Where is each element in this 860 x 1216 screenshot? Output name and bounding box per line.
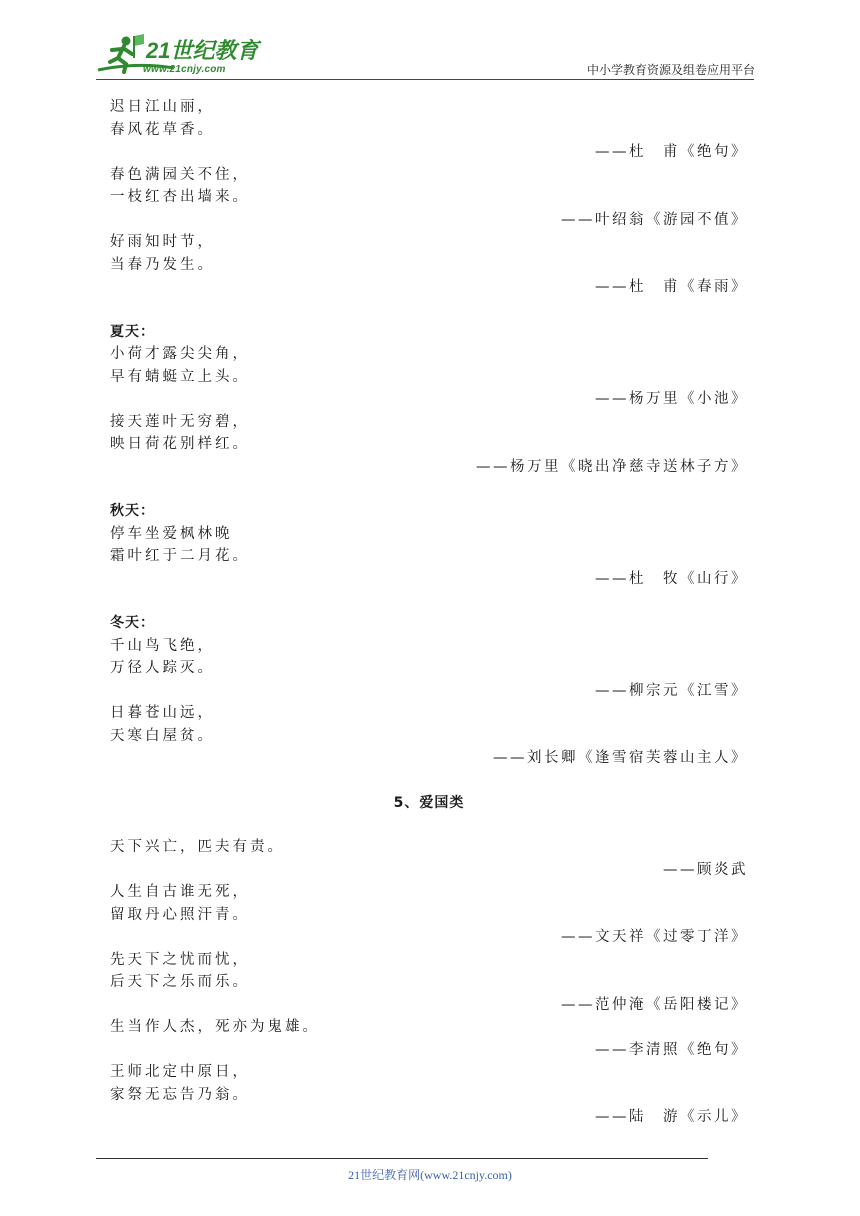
page-header bbox=[0, 0, 860, 84]
attribution: ——刘长卿《逢雪宿芙蓉山主人》 bbox=[493, 750, 748, 766]
attribution: ——范仲淹《岳阳楼记》 bbox=[561, 996, 748, 1013]
attribution: ——李清照《绝句》 bbox=[595, 1041, 748, 1058]
poem-line: 生当作人杰，死亦为鬼雄。 bbox=[110, 1019, 320, 1035]
section-title: 5、爱国类 bbox=[393, 794, 465, 811]
season-heading: 夏天： bbox=[110, 323, 155, 340]
poem-line: 春风花草香。 bbox=[110, 121, 215, 138]
poem-line: 日暮苍山远， bbox=[110, 705, 215, 721]
attribution: ——叶绍翁《游园不值》 bbox=[561, 211, 748, 228]
poem-line: 小荷才露尖尖角， bbox=[110, 346, 250, 362]
document-body bbox=[110, 96, 748, 1129]
poem-line: 一枝红杏出墙来。 bbox=[110, 189, 250, 205]
attribution: ——文天祥《过零丁洋》 bbox=[561, 929, 748, 945]
poem-line: 停车坐爱枫林晚 bbox=[110, 525, 233, 542]
poem-line: 春色满园关不住， bbox=[110, 166, 250, 183]
poem-line: 家祭无忘告乃翁。 bbox=[110, 1086, 250, 1103]
attribution: ——杜 甫《绝句》 bbox=[595, 144, 748, 160]
spacer bbox=[110, 299, 748, 321]
season-heading: 冬天： bbox=[110, 615, 155, 631]
poem-line: 早有蜻蜓立上头。 bbox=[110, 368, 250, 385]
poem-line: 人生自古谁无死， bbox=[110, 884, 250, 900]
poem-line: 迟日江山丽， bbox=[110, 99, 215, 115]
attribution: ——顾炎武 bbox=[663, 861, 748, 878]
poem-line: 万径人踪灭。 bbox=[110, 660, 215, 676]
poem-line: 好雨知时节， bbox=[110, 234, 215, 250]
poem-line: 天寒白屋贫。 bbox=[110, 727, 215, 744]
attribution: ——陆 游《示儿》 bbox=[595, 1109, 748, 1125]
platform-title: 中小学教育资源及组卷应用平台 bbox=[586, 63, 755, 77]
spacer bbox=[110, 770, 748, 792]
attribution: ——杨万里《小池》 bbox=[595, 391, 748, 407]
logo-url-text: www.21cnjy.com bbox=[143, 64, 226, 75]
attribution: ——杨万里《晓出净慈寺送林子方》 bbox=[476, 458, 748, 475]
spacer bbox=[110, 478, 748, 500]
poem-line: 后天下之乐而乐。 bbox=[110, 974, 250, 990]
season-heading: 秋天： bbox=[110, 503, 155, 519]
poem-line: 王师北定中原日， bbox=[110, 1064, 250, 1080]
poem-line: 先天下之忧而忧， bbox=[110, 951, 250, 968]
poem-line: 留取丹心照汗青。 bbox=[110, 906, 250, 923]
poem-line: 接天莲叶无穷碧， bbox=[110, 413, 250, 430]
footer-divider bbox=[96, 1158, 708, 1159]
poem-line: 天下兴亡，匹夫有责。 bbox=[110, 839, 285, 855]
poem-line: 霜叶红于二月花。 bbox=[110, 548, 250, 564]
attribution: ——柳宗元《江雪》 bbox=[595, 682, 748, 699]
spacer bbox=[110, 814, 748, 836]
attribution: ——杜 甫《春雨》 bbox=[595, 279, 748, 295]
poem-line: 映日荷花别样红。 bbox=[110, 436, 250, 452]
poem-line: 千山鸟飞绝， bbox=[110, 637, 215, 654]
logo-text: 21世纪教育 bbox=[146, 38, 259, 63]
spacer bbox=[110, 590, 748, 612]
header-divider bbox=[96, 79, 754, 80]
attribution: ——杜 牧《山行》 bbox=[595, 570, 748, 587]
footer-link[interactable]: 21世纪教育网(www.21cnjy.com) bbox=[348, 1168, 512, 1182]
poem-line: 当春乃发生。 bbox=[110, 256, 215, 273]
